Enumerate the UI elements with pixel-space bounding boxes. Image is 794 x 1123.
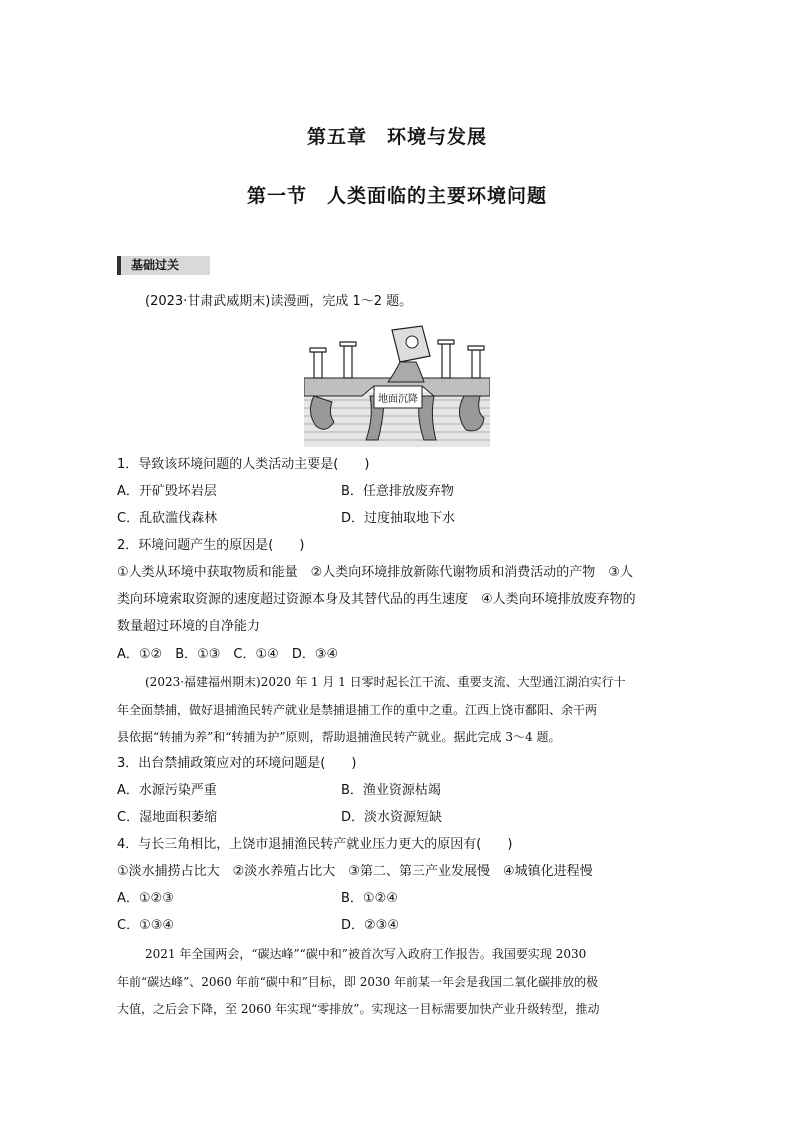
q1-stem: 1．导致该环境问题的人类活动主要是( ) bbox=[117, 457, 370, 472]
q3-stem: 3．出台禁捕政策应对的环境问题是( ) bbox=[117, 756, 357, 771]
intro-2-line-3: 县依据“转捕为养”和“转捕为护”原则，帮助退捕渔民转产就业。据此完成 3～4 题。 bbox=[117, 730, 561, 744]
intro-3-line-1: 2021 年全国两会，“碳达峰”“碳中和”被首次写入政府工作报告。我国要实现 2030 bbox=[145, 947, 587, 961]
section-badge: 基础过关 bbox=[117, 256, 210, 275]
q1-option-a[interactable]: A．开矿毁坏岩层 bbox=[117, 484, 217, 499]
q1-option-b[interactable]: B．任意排放废弃物 bbox=[341, 484, 454, 499]
intro-3-line-3: 大值，之后会下降，至 2060 年实现“零排放”。实现这一目标需要加快产业升级转型，推动 bbox=[117, 1002, 600, 1016]
q3-option-a[interactable]: A．水源污染严重 bbox=[117, 783, 217, 798]
q2-stem: 2．环境问题产生的原因是( ) bbox=[117, 538, 305, 553]
intro-3-line-2: 年前“碳达峰”、2060 年前“碳中和”目标，即 2030 年前某一年会是我国二氧化碳排放的极 bbox=[117, 975, 599, 989]
q4-option-a[interactable]: A．①②③ bbox=[117, 891, 174, 906]
q4-option-c[interactable]: C．①③④ bbox=[117, 918, 175, 933]
q4-items: ①淡水捕捞占比大 ②淡水养殖占比大 ③第二、第三产业发展慢 ④城镇化进程慢 bbox=[117, 864, 593, 879]
cartoon-image bbox=[304, 322, 490, 447]
q2-options[interactable]: A．①② B．①③ C．①④ D．③④ bbox=[117, 647, 339, 662]
q2-text-line-3: 数量超过环境的自净能力 bbox=[117, 619, 261, 634]
q1-option-d[interactable]: D．过度抽取地下水 bbox=[341, 511, 456, 526]
intro-2-line-2: 年全面禁捕，做好退捕渔民转产就业是禁捕退捕工作的重中之重。江西上饶市鄱阳、余干两 bbox=[117, 703, 598, 717]
q4-stem: 4．与长三角相比，上饶市退捕渔民转产就业压力更大的原因有( ) bbox=[117, 837, 513, 852]
chapter-title: 第五章 环境与发展 bbox=[306, 126, 487, 148]
q3-option-c[interactable]: C．湿地面积萎缩 bbox=[117, 810, 218, 825]
intro-2-line-1: (2023·福建福州期末)2020 年 1 月 1 日零时起长江干流、重要支流、大型通江湖泊实行十 bbox=[145, 675, 626, 689]
intro-1: (2023·甘肃武威期末)读漫画，完成 1～2 题。 bbox=[145, 294, 413, 309]
q1-option-c[interactable]: C．乱砍滥伐森林 bbox=[117, 511, 218, 526]
q4-option-b[interactable]: B．①②④ bbox=[341, 891, 398, 906]
q4-option-d[interactable]: D．②③④ bbox=[341, 918, 399, 933]
cartoon-sign-label: 地面沉降 bbox=[378, 394, 418, 405]
q3-option-b[interactable]: B．渔业资源枯竭 bbox=[341, 783, 441, 798]
section-title: 第一节 人类面临的主要环境问题 bbox=[246, 185, 547, 207]
q3-option-d[interactable]: D．淡水资源短缺 bbox=[341, 810, 443, 825]
q2-text-line-2: 类向环境索取资源的速度超过资源本身及其替代品的再生速度 ④人类向环境排放废弃物的 bbox=[117, 592, 636, 607]
q2-text-line-1: ①人类从环境中获取物质和能量 ②人类向环境排放新陈代谢物质和消费活动的产物 ③人 bbox=[117, 565, 633, 580]
